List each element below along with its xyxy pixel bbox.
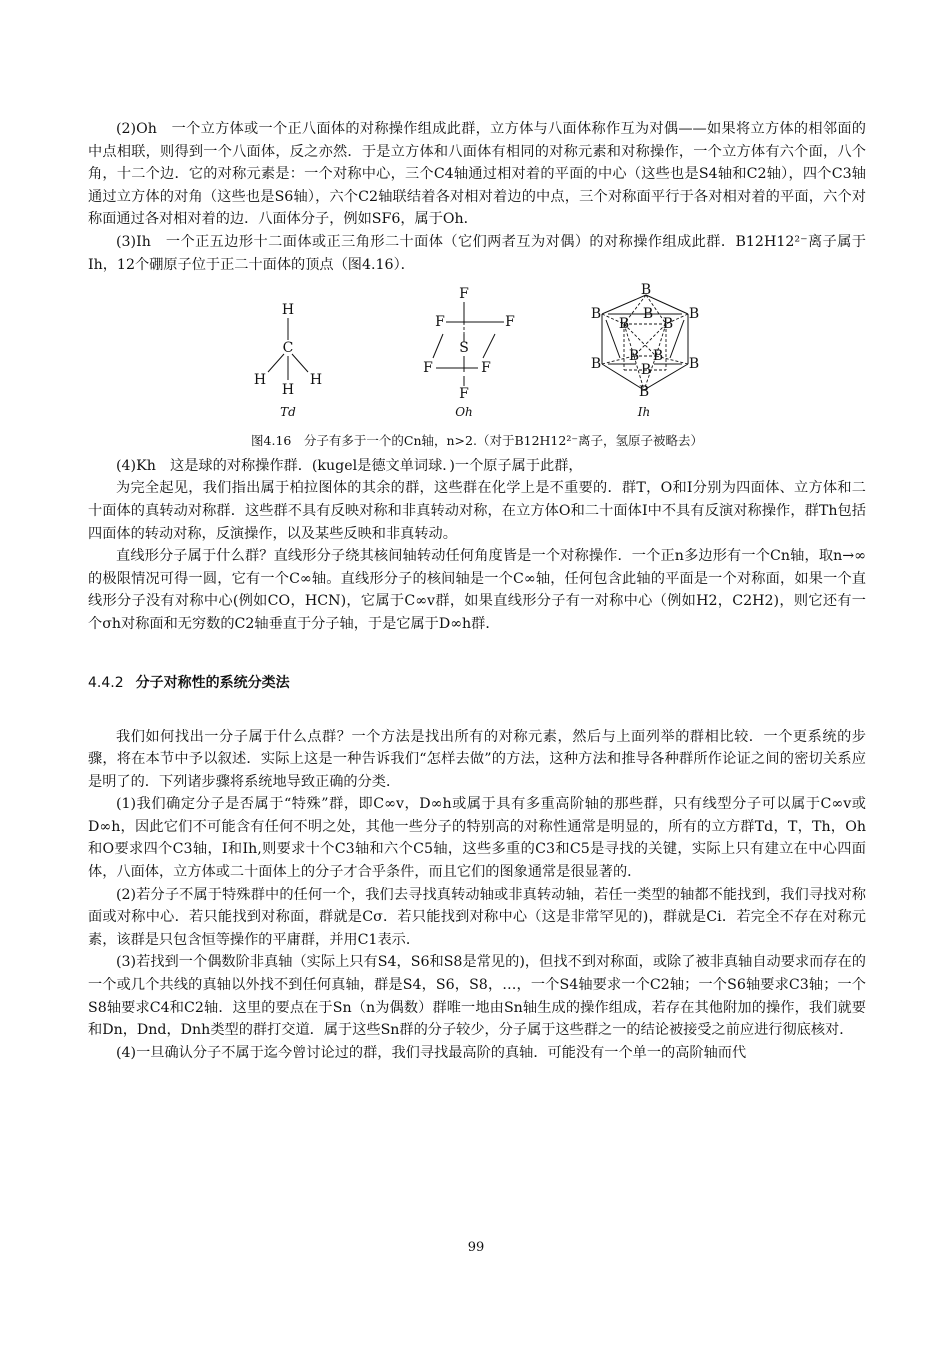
atom-b-10: B: [688, 356, 700, 373]
atom-c: C: [282, 340, 294, 357]
section-heading: [88, 672, 866, 692]
atom-s: S: [459, 340, 469, 357]
section-number: 4.4.2: [88, 674, 124, 691]
atom-b-4: B: [642, 306, 654, 323]
atom-b-1: B: [640, 282, 652, 299]
atom-b-2: B: [590, 306, 602, 323]
atom-f-bottom: F: [459, 386, 469, 403]
atom-b-9: B: [652, 348, 664, 365]
atom-h-right: H: [309, 372, 323, 389]
paragraph-step1: (1)我们确定分子是否属于“特殊”群，即C∞v，D∞h或属于具有多重高阶轴的那些群，只有线型分子可以属于C∞v或D∞h，因此它们不可能含有任何不明之处，其他一些分子的特别高的对称性通常是明显的，所有的立方群Td，T，Th，Oh和O要求四个C3轴，I和Ih,则要求十个C3轴和六个C5轴，这些多重的C3和C5是寻找的关键，实际上只有建立在中心四面体，八面体，立方体或二十面体上的分子才合乎条件，而且它们的图象通常是很显著的．: [88, 796, 866, 881]
page-body: [88, 118, 866, 1064]
atom-f-lr: F: [481, 360, 491, 377]
molecule-diagrams: [88, 280, 866, 428]
paragraph-kh: (4)Kh 这是球的对称操作群．(kugel是德文单词球．)一个原子属于此群，: [116, 457, 583, 474]
paragraph-step3: (3)若找到一个偶数阶非真轴（实际上只有S4，S6和S8是常见的)，但找不到对称面，或除了被非真轴自动要求而存在的一个或几个共线的真轴以外找不到任何真轴，群是S4，S6，S8，…，一个S4轴要求一个C2轴；一个S6轴要求C3轴；一个S8轴要求C4和C2轴．这里的要点在于Sn（n为偶数）群唯一地由Sn轴生成的操作组成，若存在其他附加的操作，我们就要和Dn，Dnd，Dnh类型的群打交道．属于这些Sn群的分子较少，分子属于这些群之一的结论被接受之前应进行彻底核对．: [88, 954, 866, 1039]
atom-b-8: B: [628, 348, 640, 365]
paragraph-linear: 直线形分子属于什么群？直线形分子绕其核间轴转动任何角度皆是一个对称操作．一个正n多边形有一个Cn轴，取n→∞的极限情况可得一圆，它有一个C∞轴。直线形分子的核间轴是一个C∞轴，任何包含此轴的平面是一个对称面，如果一个直线形分子没有对称中心(例如CO，HCN)，它属于C∞v群，如果直线形分子有一对称中心（例如H2，C2H2)，则它还有一个σh对称面和无穷数的C2轴垂直于分子轴，于是它属于D∞h群．: [88, 548, 866, 632]
paragraph-intro: 我们如何找出一分子属于什么点群？一个方法是找出所有的对称元素，然后与上面列举的群相比较．一个更系统的步骤，将在本节中予以叙述．实际上这是一种告诉我们“怎样去做”的方法，这种方法和推导各种群所作论证之间的密切关系应是明了的．下列诸步骤将系统地导致正确的分类．: [88, 728, 866, 790]
page-number: 99: [467, 1240, 485, 1255]
atom-b-7: B: [590, 356, 602, 373]
atom-f-ll: F: [423, 360, 433, 377]
atom-f-ul: F: [435, 314, 445, 331]
atom-h-left: H: [253, 372, 267, 389]
section-title: 分子对称性的系统分类法: [135, 674, 290, 691]
paragraph-complete: 为完全起见，我们指出属于柏拉图体的其余的群，这些群在化学上是不重要的．群T，O和I分别为四面体、立方体和二十面体的真转动对称群．这些群不具有反映对称和非真转动对称，在立方体O和二十面体I中不具有反演对称操作，群Th包括四面体的转动对称，反演操作，以及某些反映和非真转动。: [88, 480, 866, 542]
atom-b-11: B: [640, 362, 652, 379]
atom-f-ur: F: [505, 314, 515, 331]
atom-h-bottom: H: [281, 382, 295, 399]
figure-caption: 图4.16 分子有多于一个的Cn轴，n>2.（对于B12H12²⁻离子，氢原子被略去）: [251, 433, 703, 449]
paragraph-step4: (4)一旦确认分子不属于迄今曾讨论过的群，我们寻找最高阶的真轴．可能没有一个单一的高阶轴而代: [116, 1044, 747, 1061]
label-oh: Oh: [455, 405, 473, 420]
atom-b-3: B: [618, 316, 630, 333]
label-td: Td: [280, 405, 296, 420]
atom-h-top: H: [281, 302, 295, 319]
paragraph-oh: (2)Oh 一个立方体或一个正八面体的对称操作组成此群，立方体与八面体称作互为对偶——如果将立方体的相邻面的中点相联，则得到一个八面体，反之亦然．于是立方体和八面体有相同的对称元素和对称操作，一个立方体有六个面，八个角，十二个边．它的对称元素是：一个对称中心，三个C4轴通过相对着的平面的中心（这些也是S4轴和C2轴），四个C3轴通过立方体的对角（这些也是S6轴），六个C2轴联结着各对相对着边的中点，三个对称面平行于各对相对着的平面，六个对称面通过各对相对着的边．八面体分子，例如SF6，属于Oh．: [88, 121, 866, 228]
atom-f-top: F: [459, 286, 469, 303]
paragraph-ih: (3)Ih 一个正五边形十二面体或正三角形二十面体（它们两者互为对偶）的对称操作组成此群．B12H12²⁻离子属于Ih，12个硼原子位于正二十面体的顶点（图4.16）．: [88, 233, 866, 273]
atom-b-12: B: [638, 384, 650, 401]
atom-b-6: B: [688, 306, 700, 323]
atom-b-5: B: [662, 316, 674, 333]
figure-4-16: [88, 280, 866, 428]
label-ih: Ih: [637, 405, 651, 420]
paragraph-step2: (2)若分子不属于特殊群中的任何一个，我们去寻找真转动轴或非真转动轴，若任一类型的轴都不能找到，我们寻找对称面或对称中心．若只能找到对称面，群就是Cσ．若只能找到对称中心（这是非常罕见的)，群就是Ci．若完全不存在对称元素，该群是只包含恒等操作的平庸群，并用C1表示．: [88, 886, 866, 948]
